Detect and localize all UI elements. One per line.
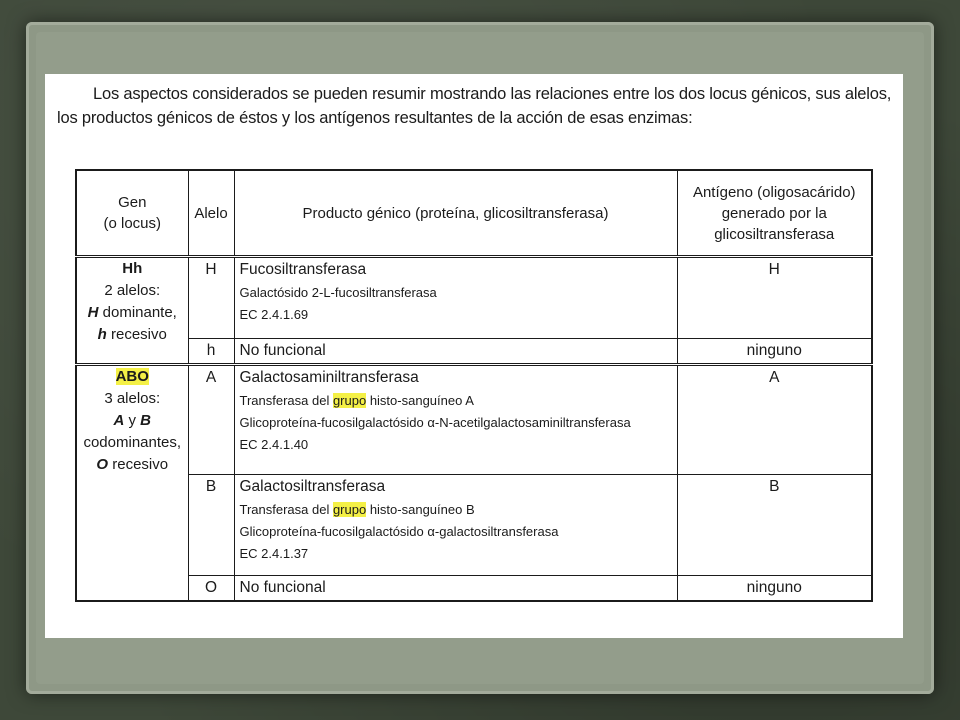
product-main: No funcional <box>239 342 326 359</box>
product-sub-pre: Transferasa del <box>239 502 333 517</box>
allele-cell <box>188 576 234 602</box>
gene-name-hh: Hh <box>122 260 143 277</box>
table-row-abo-A <box>76 365 872 475</box>
table-row-abo-B <box>76 475 872 576</box>
antigen-cell <box>677 339 872 365</box>
antigen-B: B <box>769 478 780 495</box>
gene-abo-b: B <box>140 412 152 429</box>
product-main: Galactosaminiltransferasa <box>239 369 419 386</box>
product-sub2: Glicoproteína-fucosilgalactósido α-galactosiltransferasa <box>239 524 559 539</box>
product-sub-pre: Transferasa del <box>239 393 333 408</box>
antigen-ninguno: ninguno <box>746 579 802 596</box>
gene-abo-line4: codominantes, <box>83 434 182 451</box>
header-antigeno <box>677 170 872 257</box>
antigen-cell <box>677 365 872 475</box>
product-main: Fucosiltransferasa <box>239 261 367 278</box>
gene-hh-line4-italic: h <box>97 326 107 343</box>
gene-hh-line4: recesivo <box>106 326 167 343</box>
allele-O: O <box>204 579 218 596</box>
table-row-abo-O <box>76 576 872 602</box>
gene-abo-line5: recesivo <box>108 456 169 473</box>
gene-name-abo: ABO <box>115 368 149 385</box>
intro-line-1: Los aspectos considerados se pueden resumir mostrando las relaciones entre los dos locus génicos, sus alelos, <box>93 85 892 103</box>
gene-hh-alleles: 2 alelos: <box>104 282 161 299</box>
product-ec: EC 2.4.1.69 <box>239 307 309 322</box>
antigen-H: H <box>768 261 780 278</box>
product-sub: Galactósido 2-L-fucosiltransferasa <box>239 285 437 300</box>
allele-cell <box>188 475 234 576</box>
product-cell <box>234 257 677 339</box>
gene-cell-hh <box>76 257 188 365</box>
gene-hh-line3: dominante, <box>98 304 177 321</box>
highlight-grupo: grupo <box>332 393 367 408</box>
product-sub <box>240 499 672 521</box>
gene-abo-alleles: 3 alelos: <box>104 390 161 407</box>
allele-cell <box>188 257 234 339</box>
antigen-cell <box>677 576 872 602</box>
antigen-A: A <box>769 369 780 386</box>
gene-table <box>75 169 873 602</box>
antigen-cell <box>677 257 872 339</box>
product-main: No funcional <box>239 579 326 596</box>
gene-abo-a: A <box>113 412 125 429</box>
header-producto: Producto génico (proteína, glicosiltransferasa) <box>234 170 677 257</box>
gene-cell-abo <box>76 365 188 602</box>
product-sub2: Glicoproteína-fucosilgalactósido α-N-acetilgalactosaminiltransferasa <box>239 415 631 430</box>
gene-abo-line5-italic: O <box>96 456 109 473</box>
product-ec: EC 2.4.1.37 <box>239 546 309 561</box>
table-row-hh-H <box>76 257 872 339</box>
intro-paragraph <box>57 82 897 130</box>
gene-hh-line3-italic: H <box>87 304 99 321</box>
allele-B: B <box>205 478 217 495</box>
highlight-grupo: grupo <box>332 502 367 517</box>
header-gen <box>76 170 188 257</box>
header-antigeno-line1: Antígeno (oligosacárido) <box>692 183 856 201</box>
header-gen-line1: Gen <box>118 194 147 211</box>
allele-H: H <box>205 261 217 278</box>
header-alelo: Alelo <box>188 170 234 257</box>
header-row <box>76 170 872 257</box>
product-ec: EC 2.4.1.40 <box>239 437 309 452</box>
intro-line-2: los productos génicos de éstos y los antígenos resultantes de la acción de esas enzimas: <box>57 109 693 127</box>
product-sub-post: histo-sanguíneo B <box>366 502 475 517</box>
allele-h: h <box>206 342 216 359</box>
header-antigeno-line3: glicosiltransferasa <box>714 225 835 243</box>
product-sub-post: histo-sanguíneo A <box>366 393 474 408</box>
allele-cell <box>188 365 234 475</box>
product-cell <box>234 475 677 576</box>
product-main: Galactosiltransferasa <box>239 478 386 495</box>
product-sub <box>240 390 672 412</box>
gene-abo-y: y <box>124 412 141 429</box>
allele-cell <box>188 339 234 365</box>
antigen-cell <box>677 475 872 576</box>
header-antigeno-line2: generado por la <box>721 204 827 222</box>
document-image <box>45 74 903 638</box>
product-cell <box>234 365 677 475</box>
product-cell <box>234 576 677 602</box>
table-row-hh-h <box>76 339 872 365</box>
allele-A: A <box>205 369 217 386</box>
header-gen-line2: (o locus) <box>103 215 162 232</box>
antigen-ninguno: ninguno <box>746 342 802 359</box>
product-cell <box>234 339 677 365</box>
